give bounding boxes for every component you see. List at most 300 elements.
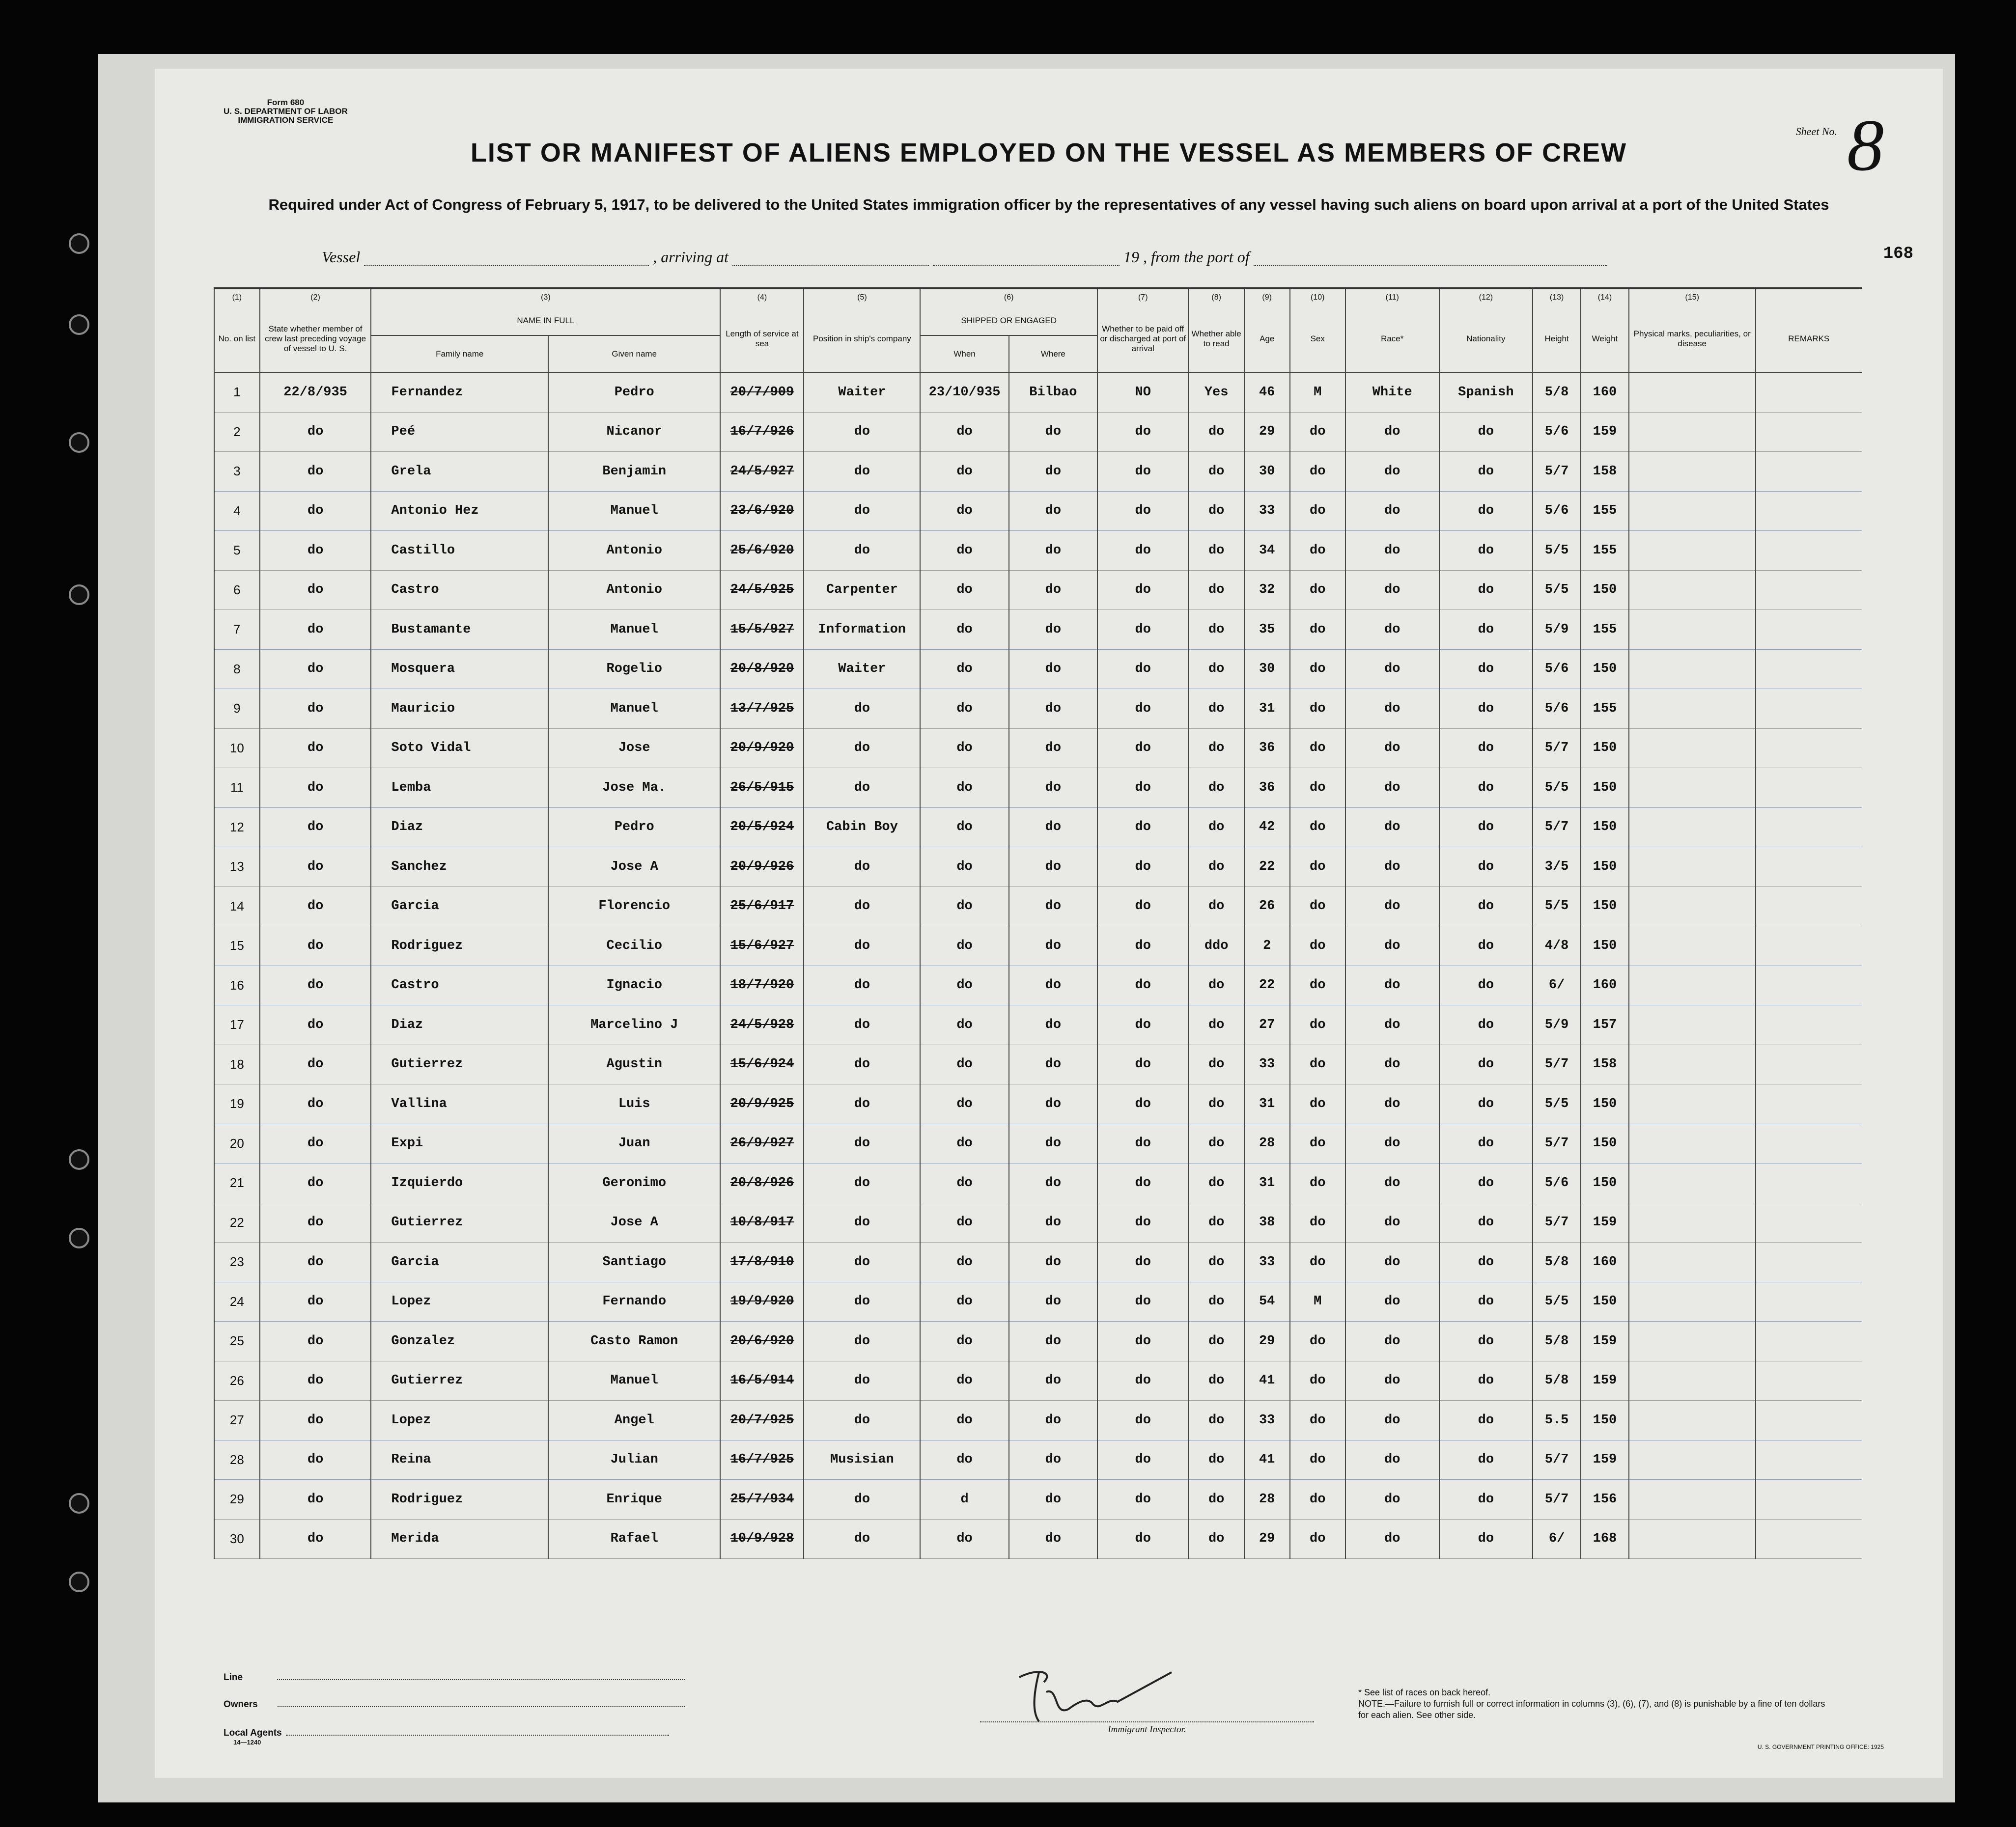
cell-remarks: [1756, 926, 1862, 966]
cell-able-read: do: [1188, 1440, 1244, 1480]
colnum-12: (12): [1439, 288, 1533, 306]
cell-height: 4/8: [1533, 926, 1581, 966]
cell-shipped-where: do: [1009, 1124, 1097, 1163]
cell-position: do: [804, 1322, 920, 1361]
cell-sex: do: [1290, 1203, 1345, 1243]
cell-given-name: Juan: [548, 1124, 720, 1163]
colnum-6: (6): [920, 288, 1097, 306]
cell-age: 41: [1244, 1361, 1290, 1401]
cell-shipped-when: do: [920, 689, 1008, 729]
vessel-field: [364, 250, 649, 266]
cell-sex: do: [1290, 1045, 1345, 1084]
binder-hole: [69, 1228, 89, 1248]
cell-able-read: do: [1188, 491, 1244, 531]
cell-remarks: [1756, 1243, 1862, 1282]
cell-weight: 150: [1581, 886, 1629, 926]
cell-physical-marks: [1629, 807, 1756, 847]
cell-able-read: do: [1188, 412, 1244, 452]
cell-paid-off: do: [1097, 768, 1188, 808]
hdr-physical-marks: Physical marks, peculiarities, or disease: [1629, 306, 1756, 372]
cell-family-name: Gutierrez: [371, 1203, 548, 1243]
cell-family-name: Vallina: [371, 1084, 548, 1124]
cell-race: do: [1345, 570, 1439, 610]
cell-remarks: [1756, 1440, 1862, 1480]
crew-row: [214, 1401, 1862, 1440]
hdr-sex: Sex: [1290, 306, 1345, 372]
cell-sex: do: [1290, 1005, 1345, 1045]
cell-position: do: [804, 689, 920, 729]
cell-row-number: 23: [214, 1243, 260, 1282]
cell-physical-marks: [1629, 452, 1756, 492]
cell-row-number: 14: [214, 886, 260, 926]
cell-service-length: 15/5/927: [720, 610, 804, 650]
sheet-number: 8: [1847, 105, 1884, 186]
cell-remarks: [1756, 966, 1862, 1005]
cell-able-read: do: [1188, 1203, 1244, 1243]
cell-position: do: [804, 1203, 920, 1243]
cell-family-name: Mosquera: [371, 649, 548, 689]
cell-race: do: [1345, 1005, 1439, 1045]
crew-row: [214, 1322, 1862, 1361]
cell-paid-off: do: [1097, 649, 1188, 689]
cell-race: do: [1345, 1084, 1439, 1124]
cell-row-number: 12: [214, 807, 260, 847]
cell-nationality: do: [1439, 728, 1533, 768]
vessel-line: [322, 248, 1607, 266]
cell-remarks: [1756, 610, 1862, 650]
inspector-label: Immigrant Inspector.: [980, 1721, 1314, 1735]
cell-prior-voyage: do: [260, 807, 371, 847]
cell-able-read: do: [1188, 1124, 1244, 1163]
crew-row: [214, 649, 1862, 689]
agents-label: Local Agents: [224, 1728, 282, 1738]
cell-family-name: Peé: [371, 412, 548, 452]
cell-race: do: [1345, 491, 1439, 531]
cell-age: 54: [1244, 1282, 1290, 1322]
cell-given-name: Benjamin: [548, 452, 720, 492]
cell-row-number: 1: [214, 372, 260, 412]
colnum-11: (11): [1345, 288, 1439, 306]
cell-row-number: 29: [214, 1480, 260, 1520]
cell-remarks: [1756, 1163, 1862, 1203]
cell-physical-marks: [1629, 1045, 1756, 1084]
cell-physical-marks: [1629, 689, 1756, 729]
cell-shipped-when: do: [920, 847, 1008, 887]
cell-row-number: 3: [214, 452, 260, 492]
cell-height: 5/5: [1533, 531, 1581, 571]
cell-given-name: Manuel: [548, 610, 720, 650]
agents-code: 14—1240: [233, 1739, 261, 1746]
hdr-given-name: Given name: [548, 335, 720, 372]
cell-row-number: 22: [214, 1203, 260, 1243]
cell-family-name: Antonio Hez: [371, 491, 548, 531]
cell-row-number: 5: [214, 531, 260, 571]
cell-nationality: do: [1439, 570, 1533, 610]
cell-height: 5/8: [1533, 1322, 1581, 1361]
cell-nationality: Spanish: [1439, 372, 1533, 412]
cell-shipped-when: do: [920, 452, 1008, 492]
cell-race: do: [1345, 847, 1439, 887]
cell-prior-voyage: 22/8/935: [260, 372, 371, 412]
crew-row: [214, 1084, 1862, 1124]
header-row-top: [214, 306, 1862, 335]
cell-shipped-when: 23/10/935: [920, 372, 1008, 412]
colnum-14: (14): [1581, 288, 1629, 306]
cell-position: do: [804, 728, 920, 768]
cell-able-read: do: [1188, 610, 1244, 650]
cell-shipped-where: do: [1009, 689, 1097, 729]
cell-service-length: 16/5/914: [720, 1361, 804, 1401]
cell-service-length: 20/8/926: [720, 1163, 804, 1203]
cell-paid-off: do: [1097, 689, 1188, 729]
cell-nationality: do: [1439, 531, 1533, 571]
cell-remarks: [1756, 1480, 1862, 1520]
cell-service-length: 16/7/926: [720, 412, 804, 452]
crew-row: [214, 610, 1862, 650]
cell-age: 28: [1244, 1124, 1290, 1163]
cell-height: 5/7: [1533, 452, 1581, 492]
cell-sex: do: [1290, 728, 1345, 768]
hdr-race: Race*: [1345, 306, 1439, 372]
cell-service-length: 20/8/920: [720, 649, 804, 689]
cell-able-read: do: [1188, 1401, 1244, 1440]
cell-shipped-where: do: [1009, 610, 1097, 650]
cell-given-name: Jose A: [548, 1203, 720, 1243]
cell-race: do: [1345, 1401, 1439, 1440]
cell-able-read: do: [1188, 1282, 1244, 1322]
cell-row-number: 4: [214, 491, 260, 531]
cell-race: do: [1345, 531, 1439, 571]
crew-row: [214, 1163, 1862, 1203]
cell-nationality: do: [1439, 610, 1533, 650]
cell-given-name: Manuel: [548, 1361, 720, 1401]
cell-weight: 157: [1581, 1005, 1629, 1045]
cell-sex: do: [1290, 1361, 1345, 1401]
hdr-name-in-full: NAME IN FULL: [371, 306, 720, 335]
cell-paid-off: do: [1097, 1282, 1188, 1322]
cell-shipped-when: do: [920, 1361, 1008, 1401]
cell-race: do: [1345, 728, 1439, 768]
cell-family-name: Diaz: [371, 1005, 548, 1045]
cell-race: do: [1345, 926, 1439, 966]
cell-physical-marks: [1629, 1401, 1756, 1440]
cell-sex: M: [1290, 372, 1345, 412]
cell-race: do: [1345, 649, 1439, 689]
cell-prior-voyage: do: [260, 847, 371, 887]
cell-shipped-where: do: [1009, 1163, 1097, 1203]
cell-weight: 150: [1581, 1401, 1629, 1440]
hdr-weight: Weight: [1581, 306, 1629, 372]
cell-physical-marks: [1629, 1163, 1756, 1203]
cell-weight: 150: [1581, 1084, 1629, 1124]
from-port-label: , from the port of: [1143, 248, 1250, 266]
cell-age: 38: [1244, 1203, 1290, 1243]
hdr-when: When: [920, 335, 1008, 372]
cell-able-read: do: [1188, 649, 1244, 689]
cell-weight: 150: [1581, 847, 1629, 887]
cell-prior-voyage: do: [260, 966, 371, 1005]
cell-sex: do: [1290, 1440, 1345, 1480]
cell-position: do: [804, 1361, 920, 1401]
cell-sex: do: [1290, 886, 1345, 926]
owners-label: Owners: [224, 1699, 258, 1710]
year-label: 19: [1123, 248, 1139, 266]
cell-able-read: do: [1188, 1243, 1244, 1282]
cell-remarks: [1756, 1124, 1862, 1163]
cell-family-name: Bustamante: [371, 610, 548, 650]
cell-sex: do: [1290, 531, 1345, 571]
cell-paid-off: do: [1097, 966, 1188, 1005]
cell-row-number: 9: [214, 689, 260, 729]
cell-race: do: [1345, 1322, 1439, 1361]
cell-family-name: Fernandez: [371, 372, 548, 412]
cell-shipped-where: do: [1009, 531, 1097, 571]
footnote: [1358, 1687, 1830, 1721]
cell-shipped-when: do: [920, 1243, 1008, 1282]
cell-shipped-when: do: [920, 610, 1008, 650]
cell-shipped-where: do: [1009, 649, 1097, 689]
cell-row-number: 16: [214, 966, 260, 1005]
cell-shipped-when: do: [920, 570, 1008, 610]
cell-remarks: [1756, 689, 1862, 729]
crew-row: [214, 886, 1862, 926]
cell-height: 6/: [1533, 966, 1581, 1005]
cell-paid-off: do: [1097, 728, 1188, 768]
cell-position: do: [804, 966, 920, 1005]
cell-prior-voyage: do: [260, 728, 371, 768]
cell-position: do: [804, 847, 920, 887]
cell-able-read: do: [1188, 689, 1244, 729]
cell-physical-marks: [1629, 1519, 1756, 1559]
cell-remarks: [1756, 728, 1862, 768]
cell-height: 5/5: [1533, 768, 1581, 808]
cell-given-name: Jose Ma.: [548, 768, 720, 808]
cell-family-name: Sanchez: [371, 847, 548, 887]
cell-height: 3/5: [1533, 847, 1581, 887]
cell-paid-off: do: [1097, 1361, 1188, 1401]
cell-given-name: Enrique: [548, 1480, 720, 1520]
cell-able-read: do: [1188, 1163, 1244, 1203]
cell-height: 5/6: [1533, 412, 1581, 452]
cell-prior-voyage: do: [260, 1084, 371, 1124]
cell-height: 5/7: [1533, 1203, 1581, 1243]
cell-weight: 159: [1581, 1361, 1629, 1401]
cell-physical-marks: [1629, 491, 1756, 531]
cell-race: do: [1345, 689, 1439, 729]
cell-prior-voyage: do: [260, 491, 371, 531]
cell-paid-off: do: [1097, 531, 1188, 571]
binder-hole: [69, 432, 89, 453]
cell-given-name: Rafael: [548, 1519, 720, 1559]
cell-height: 5/5: [1533, 886, 1581, 926]
cell-position: do: [804, 531, 920, 571]
cell-paid-off: do: [1097, 1519, 1188, 1559]
cell-race: do: [1345, 966, 1439, 1005]
cell-family-name: Izquierdo: [371, 1163, 548, 1203]
cell-height: 5/8: [1533, 1243, 1581, 1282]
cell-row-number: 13: [214, 847, 260, 887]
crew-row: [214, 926, 1862, 966]
cell-race: do: [1345, 1124, 1439, 1163]
cell-weight: 158: [1581, 1045, 1629, 1084]
hdr-paid-off: Whether to be paid off or discharged at port of arrival: [1097, 306, 1188, 372]
cell-nationality: do: [1439, 1282, 1533, 1322]
cell-sex: do: [1290, 847, 1345, 887]
cell-physical-marks: [1629, 570, 1756, 610]
cell-race: do: [1345, 1519, 1439, 1559]
cell-prior-voyage: do: [260, 768, 371, 808]
cell-physical-marks: [1629, 1005, 1756, 1045]
cell-nationality: do: [1439, 1005, 1533, 1045]
cell-weight: 150: [1581, 649, 1629, 689]
cell-nationality: do: [1439, 1361, 1533, 1401]
cell-prior-voyage: do: [260, 412, 371, 452]
cell-weight: 155: [1581, 689, 1629, 729]
cell-able-read: do: [1188, 807, 1244, 847]
cell-position: do: [804, 491, 920, 531]
crew-row: [214, 1361, 1862, 1401]
cell-service-length: 10/8/917: [720, 1203, 804, 1243]
cell-height: 5/6: [1533, 1163, 1581, 1203]
cell-weight: 150: [1581, 807, 1629, 847]
cell-physical-marks: [1629, 372, 1756, 412]
cell-prior-voyage: do: [260, 1401, 371, 1440]
cell-age: 2: [1244, 926, 1290, 966]
cell-remarks: [1756, 570, 1862, 610]
cell-sex: do: [1290, 1124, 1345, 1163]
colnum-9: (9): [1244, 288, 1290, 306]
binder-hole: [69, 1572, 89, 1592]
cell-age: 33: [1244, 1401, 1290, 1440]
cell-height: 5/5: [1533, 1084, 1581, 1124]
crew-row: [214, 1005, 1862, 1045]
cell-paid-off: do: [1097, 1203, 1188, 1243]
cell-paid-off: do: [1097, 1163, 1188, 1203]
binder-hole: [69, 584, 89, 605]
cell-position: do: [804, 1519, 920, 1559]
cell-given-name: Ignacio: [548, 966, 720, 1005]
cell-age: 36: [1244, 728, 1290, 768]
cell-age: 35: [1244, 610, 1290, 650]
binder-hole: [69, 314, 89, 335]
cell-service-length: 19/9/920: [720, 1282, 804, 1322]
cell-sex: do: [1290, 1163, 1345, 1203]
cell-shipped-where: do: [1009, 1282, 1097, 1322]
binder-hole: [69, 1149, 89, 1170]
cell-nationality: do: [1439, 1519, 1533, 1559]
cell-position: Cabin Boy: [804, 807, 920, 847]
sheet-label: Sheet No.: [1795, 125, 1837, 138]
cell-position: do: [804, 412, 920, 452]
cell-prior-voyage: do: [260, 1322, 371, 1361]
cell-able-read: do: [1188, 966, 1244, 1005]
hdr-age: Age: [1244, 306, 1290, 372]
cell-family-name: Castillo: [371, 531, 548, 571]
cell-service-length: 17/8/910: [720, 1243, 804, 1282]
cell-remarks: [1756, 768, 1862, 808]
colnum-4: (4): [720, 288, 804, 306]
cell-weight: 150: [1581, 768, 1629, 808]
cell-shipped-when: do: [920, 491, 1008, 531]
cell-able-read: do: [1188, 570, 1244, 610]
cell-paid-off: do: [1097, 847, 1188, 887]
agents-field: [224, 1728, 669, 1746]
colnum-7: (7): [1097, 288, 1188, 306]
cell-able-read: do: [1188, 1361, 1244, 1401]
cell-service-length: 23/6/920: [720, 491, 804, 531]
cell-physical-marks: [1629, 1282, 1756, 1322]
crew-row: [214, 966, 1862, 1005]
cell-shipped-when: do: [920, 1084, 1008, 1124]
cell-position: Waiter: [804, 372, 920, 412]
cell-given-name: Antonio: [548, 570, 720, 610]
cell-paid-off: do: [1097, 1401, 1188, 1440]
cell-weight: 158: [1581, 452, 1629, 492]
cell-nationality: do: [1439, 412, 1533, 452]
cell-nationality: do: [1439, 1243, 1533, 1282]
cell-nationality: do: [1439, 886, 1533, 926]
cell-row-number: 27: [214, 1401, 260, 1440]
cell-row-number: 19: [214, 1084, 260, 1124]
cell-family-name: Castro: [371, 966, 548, 1005]
cell-race: do: [1345, 1045, 1439, 1084]
cell-position: do: [804, 1163, 920, 1203]
cell-shipped-when: do: [920, 1440, 1008, 1480]
cell-given-name: Luis: [548, 1084, 720, 1124]
cell-weight: 155: [1581, 491, 1629, 531]
cell-given-name: Manuel: [548, 689, 720, 729]
cell-height: 5/5: [1533, 1282, 1581, 1322]
cell-physical-marks: [1629, 966, 1756, 1005]
crew-row: [214, 491, 1862, 531]
cell-shipped-when: do: [920, 768, 1008, 808]
cell-service-length: 24/5/925: [720, 570, 804, 610]
cell-position: Carpenter: [804, 570, 920, 610]
cell-able-read: do: [1188, 1322, 1244, 1361]
cell-weight: 159: [1581, 1322, 1629, 1361]
cell-paid-off: do: [1097, 1084, 1188, 1124]
crew-row: [214, 1045, 1862, 1084]
cell-race: do: [1345, 610, 1439, 650]
cell-position: do: [804, 1005, 920, 1045]
cell-paid-off: do: [1097, 491, 1188, 531]
crew-row: [214, 728, 1862, 768]
cell-shipped-when: do: [920, 886, 1008, 926]
colnum-13: (13): [1533, 288, 1581, 306]
cell-paid-off: do: [1097, 1005, 1188, 1045]
cell-sex: do: [1290, 1084, 1345, 1124]
cell-sex: do: [1290, 807, 1345, 847]
cell-paid-off: do: [1097, 570, 1188, 610]
cell-service-length: 25/6/920: [720, 531, 804, 571]
cell-race: do: [1345, 1480, 1439, 1520]
cell-able-read: do: [1188, 1084, 1244, 1124]
cell-shipped-when: do: [920, 1045, 1008, 1084]
cell-weight: 159: [1581, 1203, 1629, 1243]
hdr-no-on-list: No. on list: [214, 306, 260, 372]
cell-shipped-where: do: [1009, 1045, 1097, 1084]
cell-given-name: Fernando: [548, 1282, 720, 1322]
cell-height: 5/9: [1533, 610, 1581, 650]
cell-family-name: Gutierrez: [371, 1361, 548, 1401]
cell-remarks: [1756, 886, 1862, 926]
cell-position: Information: [804, 610, 920, 650]
colnum-8: (8): [1188, 288, 1244, 306]
cell-row-number: 25: [214, 1322, 260, 1361]
cell-prior-voyage: do: [260, 1045, 371, 1084]
cell-remarks: [1756, 531, 1862, 571]
cell-remarks: [1756, 649, 1862, 689]
